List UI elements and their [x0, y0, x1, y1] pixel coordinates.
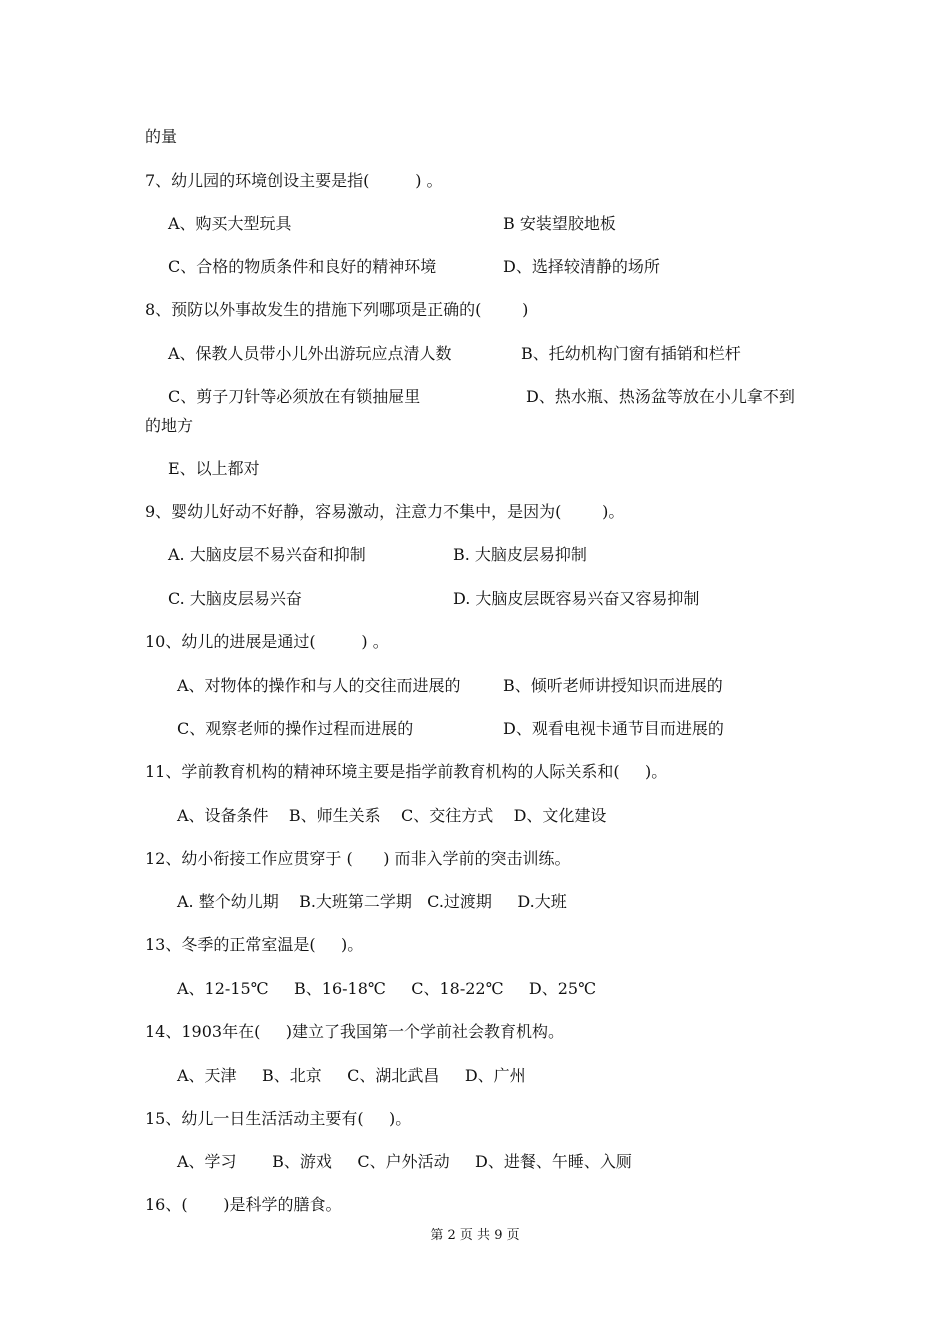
question-8-option-c: C、剪子刀针等必须放在有锁抽屉里	[168, 387, 421, 406]
question-10-option-d: D、观看电视卡通节目而进展的	[503, 719, 724, 738]
question-8-option-d-continuation: 的地方	[145, 416, 194, 435]
question-7-option-d: D、选择较清静的场所	[503, 257, 660, 276]
question-11-options: A、设备条件 B、师生关系 C、交往方式 D、文化建设	[177, 806, 607, 825]
question-16: 16、( )是科学的膳食。	[145, 1195, 342, 1214]
question-7-option-b: B 安装望胶地板	[503, 214, 616, 233]
question-9-option-d: D. 大脑皮层既容易兴奋又容易抑制	[453, 589, 700, 608]
question-8: 8、预防以外事故发生的措施下列哪项是正确的( )	[145, 300, 529, 319]
question-10-option-c: C、观察老师的操作过程而进展的	[177, 719, 414, 738]
question-7-option-c: C、合格的物质条件和良好的精神环境	[168, 257, 437, 276]
question-14: 14、1903年在( )建立了我国第一个学前社会教育机构。	[145, 1022, 564, 1041]
question-8-option-b: B、托幼机构门窗有插销和栏杆	[521, 344, 741, 363]
question-9-option-b: B. 大脑皮层易抑制	[453, 545, 587, 564]
question-14-options: A、天津 B、北京 C、湖北武昌 D、广州	[177, 1066, 526, 1085]
question-7: 7、幼儿园的环境创设主要是指( ) 。	[145, 171, 443, 190]
question-15-options: A、学习 B、游戏 C、户外活动 D、进餐、午睡、入厕	[177, 1152, 632, 1171]
question-7-option-a: A、购买大型玩具	[168, 214, 292, 233]
question-10-option-b: B、倾听老师讲授知识而进展的	[503, 676, 723, 695]
question-12-options: A. 整个幼儿期 B.大班第二学期 C.过渡期 D.大班	[177, 892, 567, 911]
question-9-option-a: A. 大脑皮层不易兴奋和抑制	[168, 545, 366, 564]
question-15: 15、幼儿一日生活活动主要有( )。	[145, 1109, 412, 1128]
question-12: 12、幼小衔接工作应贯穿于 ( ) 而非入学前的突击训练。	[145, 849, 571, 868]
question-10-option-a: A、对物体的操作和与人的交往而进展的	[177, 676, 461, 695]
question-9-option-c: C. 大脑皮层易兴奋	[168, 589, 302, 608]
question-8-option-d: D、热水瓶、热汤盆等放在小儿拿不到	[526, 387, 795, 406]
continuation-text: 的量	[145, 127, 178, 146]
question-10: 10、幼儿的进展是通过( ) 。	[145, 632, 389, 651]
question-8-option-a: A、保教人员带小儿外出游玩应点清人数	[168, 344, 452, 363]
question-13-options: A、12-15℃ B、16-18℃ C、18-22℃ D、25℃	[177, 979, 597, 998]
question-9: 9、婴幼儿好动不好静，容易激动，注意力不集中，是因为( )。	[145, 502, 625, 521]
question-13: 13、冬季的正常室温是( )。	[145, 935, 364, 954]
page-number: 第 2 页 共 9 页	[430, 1228, 520, 1243]
question-11: 11、学前教育机构的精神环境主要是指学前教育机构的人际关系和( )。	[145, 762, 668, 781]
question-8-option-e: E、以上都对	[168, 459, 260, 478]
